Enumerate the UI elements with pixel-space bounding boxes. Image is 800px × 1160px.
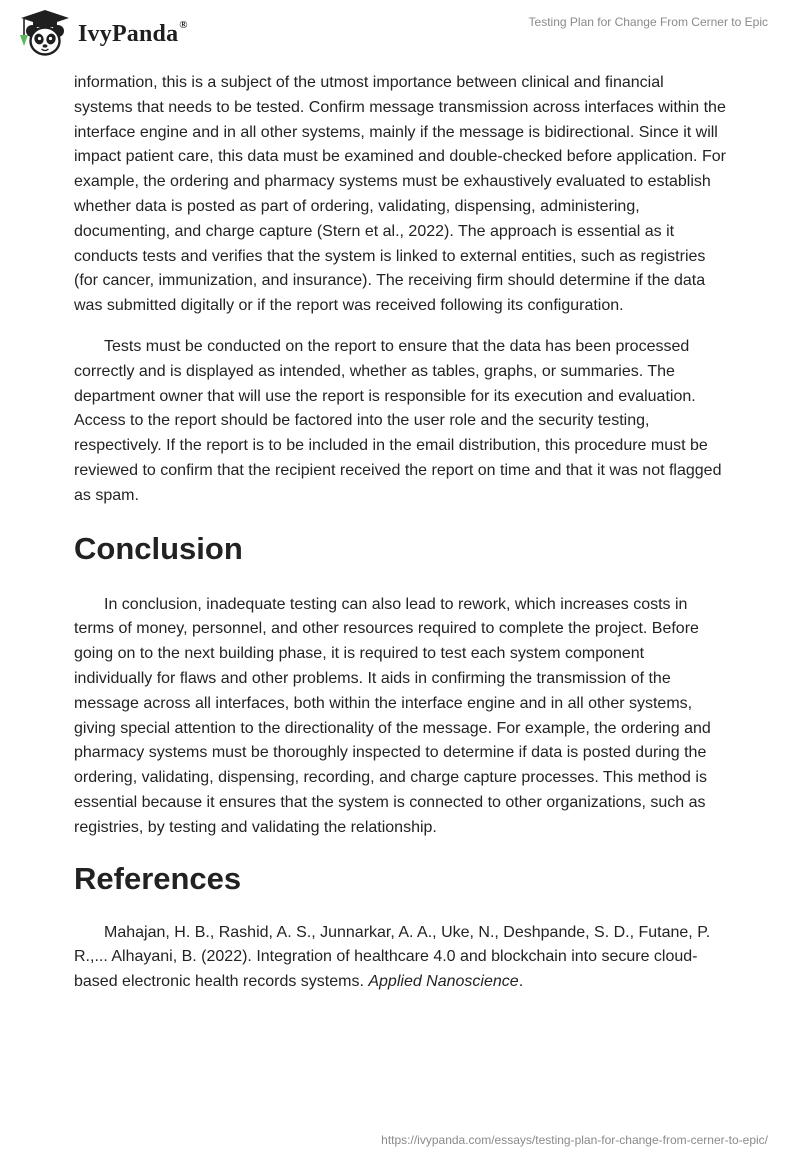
reference-end: . (518, 973, 524, 991)
paragraph-conclusion: In conclusion, inadequate testing can also lead to rework, which increases costs in terms of money, personnel, and other resources required to complete the project. Before going on to the next building phase, it is required to test each system component individually for flaws and other problems. It aids in confirming the transmission of the message across all interfaces, both within the interface engine and in all other systems, giving special attention to the directionality of the message. For example, the ordering and pharmacy systems must be thoroughly inspected to determine if data is posted during the ordering, validating, dispensing, recording, and charge capture processes. This method is essential because it ensures that the system is connected to other organizations, such as registries, by testing and validating the relationship. (74, 595, 711, 836)
registered-mark: ® (179, 18, 188, 31)
references-heading: References (74, 860, 242, 896)
paragraph-interfaces: information, this is a subject of the utmost importance between clinical and financial systems that needs to be tested. Confirm message transmission across interfaces within the interface engine and in all other systems, mainly if the message is bidirectional. Since it will impact patient care, this data must be examined and double-checked before application. For example, the ordering and pharmacy systems must be exhaustively evaluated to establish whether data is posted as part of ordering, validating, dispensing, administering, documenting, and charge capture (Stern et al., 2022). The approach is essential as it conducts tests and verifies that the system is linked to external entities, such as registries (for cancer, immunization, and insurance). The receiving firm should determine if the data was submitted digitally or if the report was received following its configuration. (74, 74, 726, 315)
reference-citation: Mahajan, H. B., Rashid, A. S., Junnarkar, A. A., Uke, N., Deshpande, S. D., Futane, P. R.,... Alhayani, B. (2022). Integration of healthcare 4.0 and blockchain into secure cloud-based electronic health records systems. (74, 923, 711, 991)
reference-entry (74, 921, 726, 995)
brand-name: IvyPanda® (78, 18, 188, 47)
document-title: Testing Plan for Change From Cerner to Epic (528, 15, 768, 29)
essay-body (74, 71, 726, 995)
panda-graduate-icon (14, 8, 76, 58)
ivypanda-logo[interactable] (14, 8, 188, 58)
source-url[interactable]: https://ivypanda.com/essays/testing-plan-for-change-from-cerner-to-epic/ (381, 1133, 768, 1147)
conclusion-heading: Conclusion (74, 530, 243, 566)
paragraph-report-testing: Tests must be conducted on the report to ensure that the data has been processed correctly and is displayed as intended, whether as tables, graphs, or summaries. The department owner that will use the report is responsible for its execution and evaluation. Access to the report should be factored into the user role and the security testing, respectively. If the report is to be included in the email distribution, this procedure must be reviewed to confirm that the recipient received the report on time and that it was not flagged as spam. (74, 337, 722, 504)
reference-journal: Applied Nanoscience (368, 973, 519, 991)
page-header (0, 0, 800, 70)
